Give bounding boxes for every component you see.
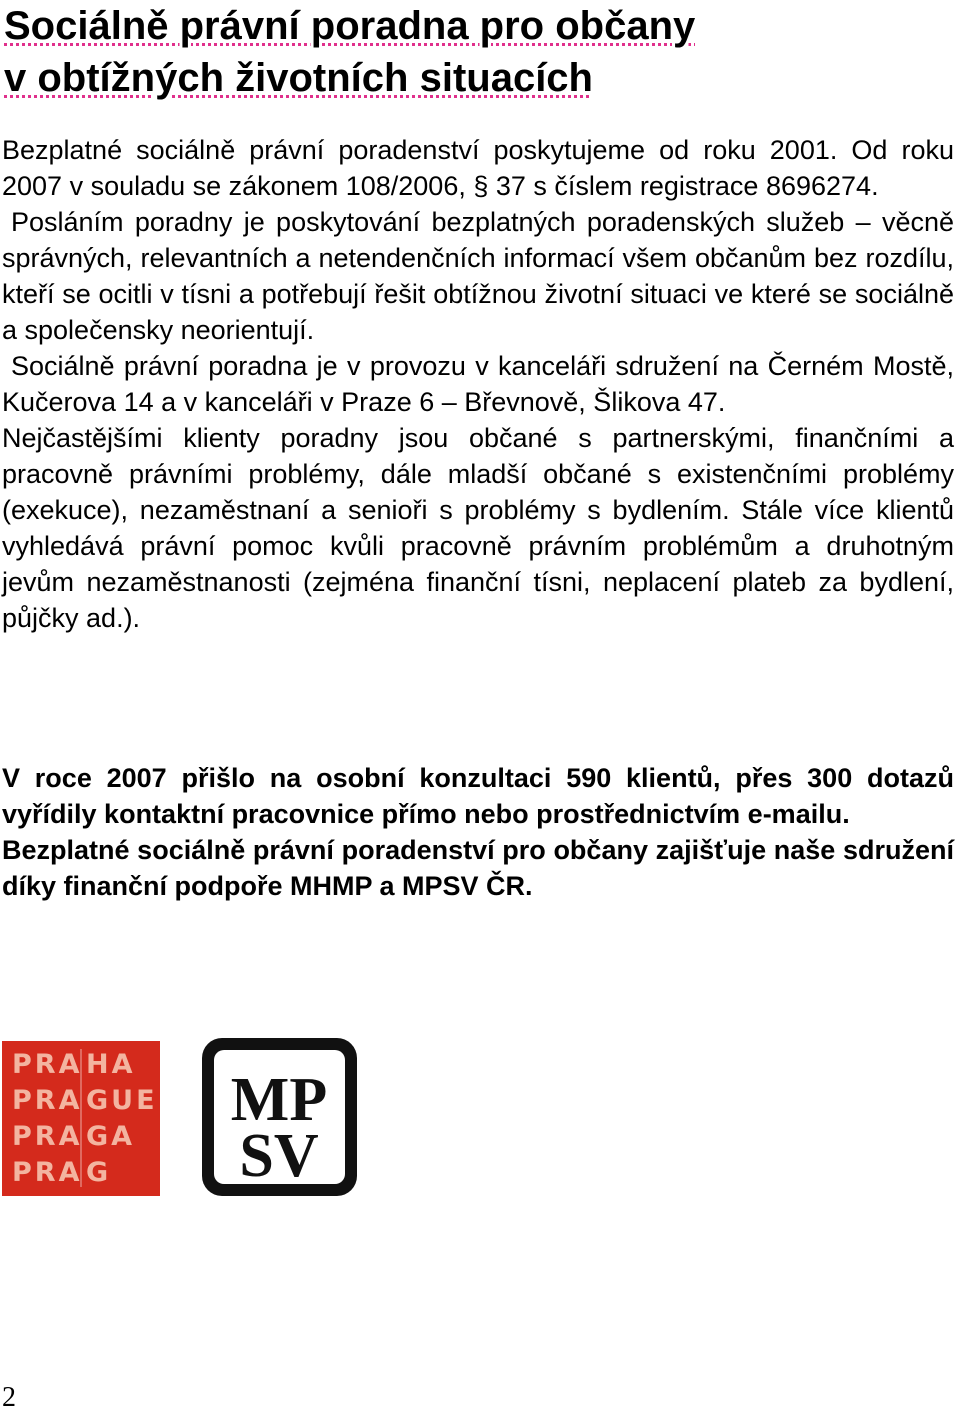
praha-logo-row-right: GUE	[86, 1085, 158, 1116]
stats-section	[2, 760, 954, 904]
praha-logo-row-left: PRA	[12, 1085, 83, 1116]
title-line-2: v obtížných životních situacích	[4, 56, 593, 100]
praha-logo	[2, 1041, 160, 1196]
praha-logo-row-left: PRA	[12, 1121, 83, 1152]
paragraph-stats: V roce 2007 přišlo na osobní konzultaci 590 klientů, přes 300 dotazů vyřídily kontaktní pracovnice přímo nebo prostřednictvím e-mailu.	[2, 763, 954, 829]
paragraph-funding: Bezplatné sociálně právní poradenství pro občany zajišťuje naše sdružení díky finanční podpoře MHMP a MPSV ČR.	[2, 835, 954, 901]
praha-logo-row-right: GA	[86, 1121, 136, 1152]
praha-logo-row-left: PRA	[12, 1157, 83, 1188]
logo-row	[0, 1038, 400, 1200]
praha-logo-row-right: HA	[86, 1049, 136, 1080]
paragraph-clients: Nejčastějšími klienty poradny jsou občané s partnerskými, finančními a pracovně právními problémy, dále mladší občané s existenčními problémy (exekuce), nezaměstnaní a senioři s problémy s bydlením. Stále více klientů vyhledává právní pomoc kvůli pracovně právním problémům a druhotným jevům nezaměstnanosti (zejména finanční tísni, neplacení plateb za bydlení, půjčky ad.).	[2, 423, 954, 633]
page-title	[4, 0, 944, 104]
praha-logo-row-left: PRA	[12, 1049, 83, 1080]
intro-section	[2, 132, 954, 636]
mpsv-logo-top: MP	[230, 1066, 328, 1134]
mpsv-logo	[202, 1038, 357, 1196]
title-line-1: Sociálně právní poradna pro občany	[4, 4, 696, 48]
paragraph-mission: Posláním poradny je poskytování bezplatných poradenských služeb – věcně správných, relevantních a netendenčních informací všem občanům bez rozdílu, kteří se ocitli v tísni a potřebují řešit obtížnou životní situaci ve které se sociálně a společensky neorientují.	[2, 207, 954, 345]
page-number: 2	[2, 1382, 16, 1413]
paragraph-history: Bezplatné sociálně právní poradenství poskytujeme od roku 2001. Od roku 2007 v souladu se zákonem 108/2006, § 37 s číslem registrace 8696274.	[2, 135, 954, 201]
paragraph-offices: Sociálně právní poradna je v provozu v kanceláři sdružení na Černém Mostě, Kučerova 14 a v kanceláři v Praze 6 – Břevnově, Šlikova 47.	[2, 351, 954, 417]
mpsv-logo-bottom: SV	[239, 1122, 319, 1190]
praha-logo-row-right: G	[86, 1157, 112, 1188]
